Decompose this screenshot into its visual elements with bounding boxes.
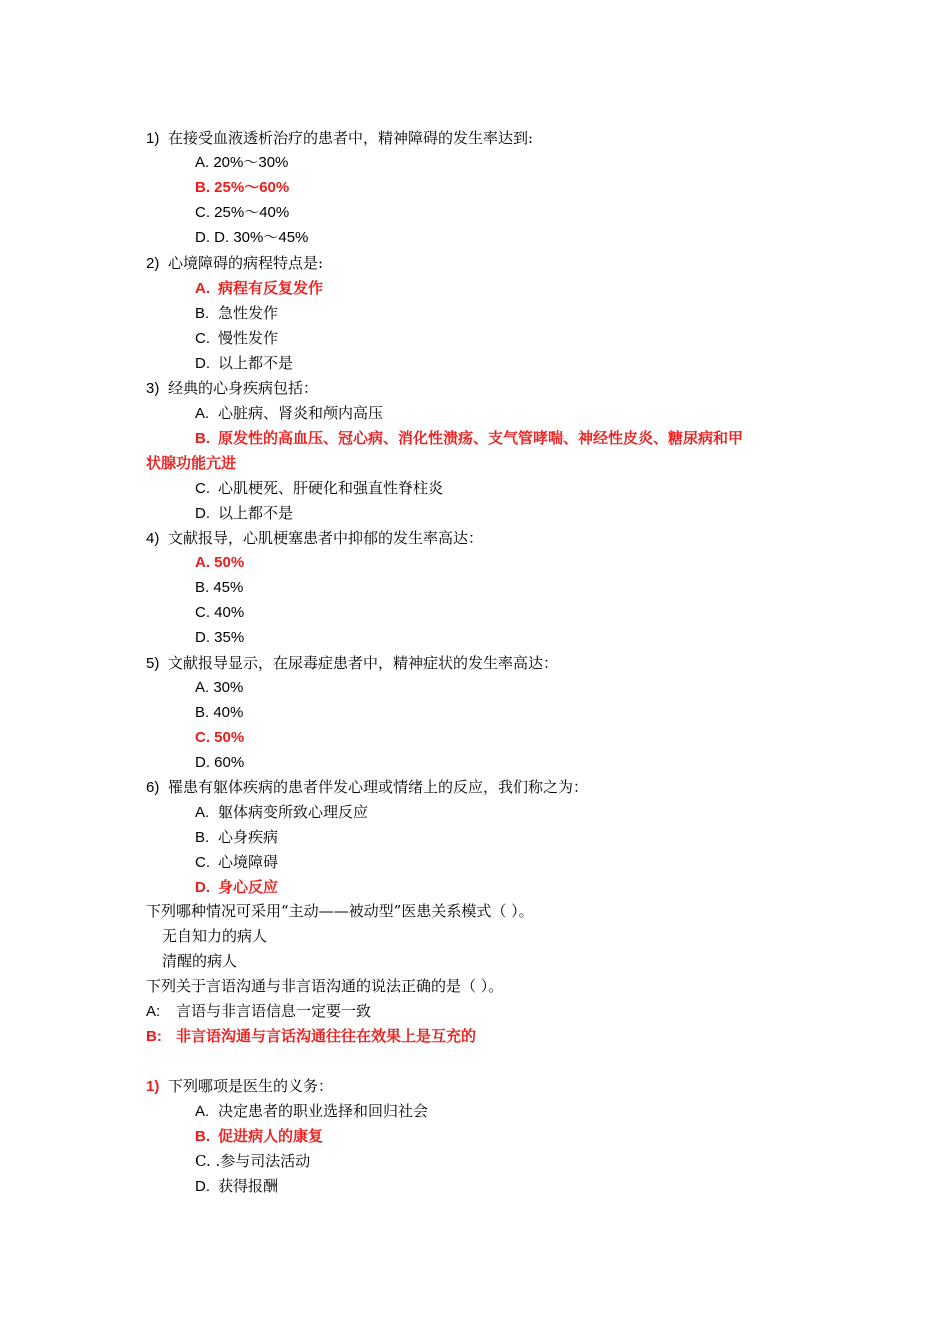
option-text: 非言语沟通与言话沟通往往在效果上是互充的 [176,1027,477,1045]
question-3 [146,378,318,398]
question-7-text: 下列哪种情况可采用“主动——被动型”医患关系模式（ ）。 [146,902,534,920]
option-d: D. D. 30%～45% [195,229,309,246]
option-b [195,303,278,323]
option-text: 以上都不是 [218,354,294,372]
question-5 [146,653,558,673]
option-d: D. 60% [195,754,245,771]
option-a [195,1101,428,1121]
option-1: 无自知力的病人 [162,927,268,945]
option-c-correct: C. 50% [195,729,245,746]
option-b-correct [195,428,743,448]
question-text: 经典的心身疾病包括： [168,379,319,397]
question-6 [146,777,588,797]
option-text: 以上都不是 [218,504,294,522]
option-b-correct [146,1026,476,1046]
question-number: 1) [146,1078,160,1095]
option-letter: D. [195,355,210,372]
question-1 [146,128,533,148]
question-number: 4) [146,530,160,547]
option-text: 言语与非言语信息一定要一致 [176,1002,372,1020]
option-d [195,1176,278,1196]
option-letter: D. [195,1178,210,1195]
option-text: 慢性发作 [218,329,279,347]
question-9 [146,1076,333,1096]
option-text: 身心反应 [218,878,279,896]
option-text: 躯体病变所致心理反应 [218,803,369,821]
option-letter: A: [146,1003,161,1020]
option-a-correct: A. 50% [195,554,245,571]
question-8-text: 下列关于言语沟通与非言语沟通的说法正确的是（ ）。 [146,977,504,995]
option-text: 心身疾病 [218,828,279,846]
option-c: C. 25%～40% [195,204,290,221]
option-text: 急性发作 [218,304,279,322]
question-text: 文献报导显示，在尿毒症患者中，精神症状的发生率高达： [168,654,559,672]
option-a [195,802,368,822]
option-a-correct [195,278,323,298]
option-c [195,478,443,498]
option-letter: A. [195,804,210,821]
option-b-correct [195,1126,323,1146]
option-c [195,852,278,872]
option-letter: D. [195,505,210,522]
option-text: 心境障碍 [218,853,279,871]
option-d-correct [195,877,278,897]
option-letter: A. [195,280,210,297]
option-text: 心脏病、肾炎和颅内高压 [218,404,384,422]
option-text: 心肌梗死、肝硬化和强直性脊柱炎 [218,479,444,497]
option-a: A. 30% [195,679,244,696]
option-c [195,328,278,348]
option-letter: A. [195,405,210,422]
question-number: 3) [146,380,160,397]
question-text: 下列哪项是医生的义务： [168,1077,334,1095]
option-letter: B. [195,829,210,846]
question-text: 心境障碍的病程特点是: [168,254,324,272]
question-number: 5) [146,655,160,672]
question-4 [146,528,483,548]
question-number: 2) [146,255,160,272]
option-d [195,353,293,373]
option-b-correct: B. 25%～60% [195,179,290,196]
option-b [195,827,278,847]
question-number: 1) [146,130,160,147]
option-b: B. 40% [195,704,244,721]
option-text: 病程有反复发作 [218,279,324,297]
option-text: 获得报酬 [218,1177,279,1195]
option-letter: C. [195,854,210,871]
option-text: 决定患者的职业选择和回归社会 [218,1102,429,1120]
option-d [195,503,293,523]
option-letter: B. [195,1128,210,1145]
option-c: C. .参与司法活动 [195,1152,311,1170]
option-letter: C. [195,330,210,347]
option-letter: B: [146,1028,162,1045]
option-d: D. 35% [195,629,245,646]
question-number: 6) [146,779,160,796]
option-a: A. 20%～30% [195,154,289,171]
question-2 [146,253,323,273]
option-b: B. 45% [195,579,244,596]
question-text: 罹患有躯体疾病的患者伴发心理或情绪上的反应，我们称之为： [168,778,589,796]
question-text: 文献报导，心肌梗塞患者中抑郁的发生率高达： [168,529,484,547]
question-text: 在接受血液透析治疗的患者中，精神障碍的发生率达到: [168,129,534,147]
option-text: 促进病人的康复 [218,1127,324,1145]
option-2: 清醒的病人 [162,952,238,970]
option-letter: B. [195,430,210,447]
option-letter: B. [195,305,210,322]
option-a [146,1001,371,1021]
option-letter: A. [195,1103,210,1120]
option-c: C. 40% [195,604,245,621]
option-b-continuation: 状腺功能亢进 [146,454,237,472]
option-letter: C. [195,480,210,497]
option-a [195,403,383,423]
option-text: 原发性的高血压、冠心病、消化性溃疡、支气管哮喘、神经性皮炎、糖尿病和甲 [218,429,744,447]
option-letter: D. [195,879,210,896]
